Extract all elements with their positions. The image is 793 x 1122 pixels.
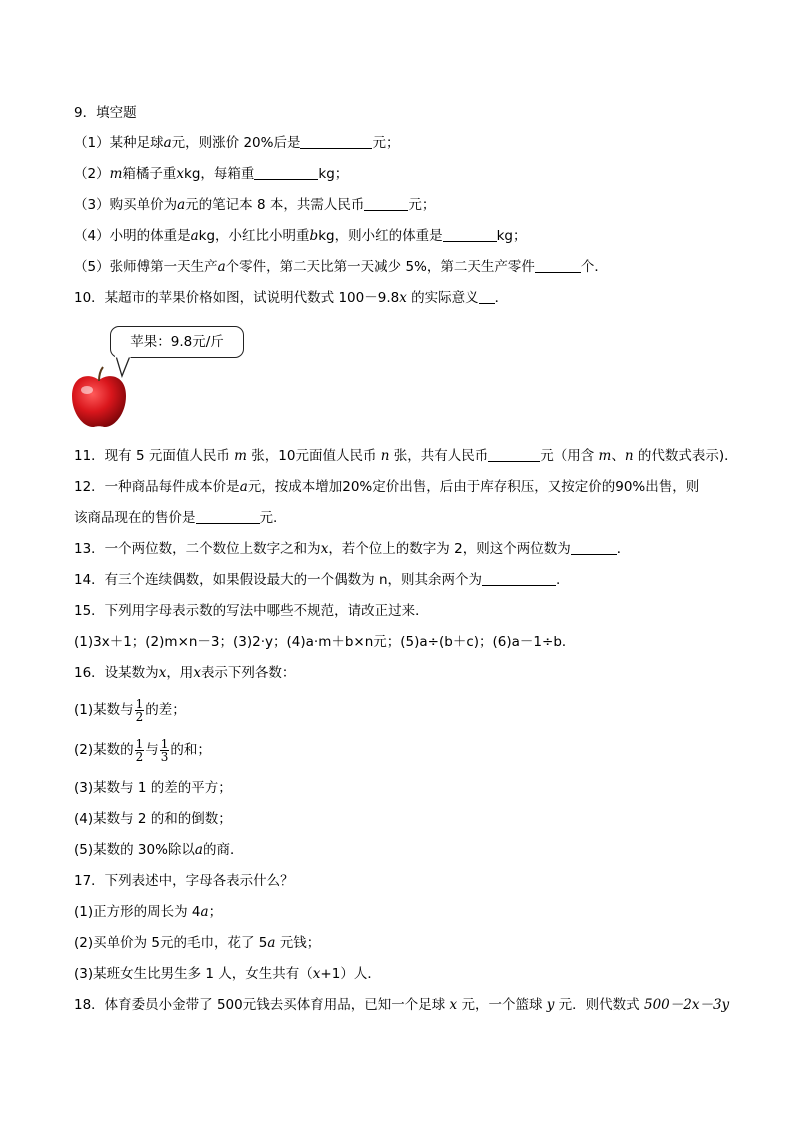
- q17-item2: (2)买单价为 5元的毛巾，花了 5a 元钱；: [74, 935, 321, 951]
- q16-item2: (2)某数的 $\frac{1}{2}$ 与 $\frac{1}{3}$ 的和；: [74, 736, 211, 764]
- q15-title: 15．下列用字母表示数的写法中哪些不规范，请改正过来．: [74, 603, 429, 619]
- answer-blank[interactable]: [254, 165, 318, 180]
- q11-text: 11．现有 5 元面值人民币 m 张，10元面值人民币 n 张，共有人民币 元（用含 m、n 的代数式表示)．: [74, 448, 738, 464]
- fraction: $\frac{1}{2}$: [135, 736, 144, 764]
- fraction: $\frac{1}{2}$: [135, 696, 144, 724]
- q14-text: 14．有三个连续偶数，如果假设最大的一个偶数为 n，则其余两个为 .: [74, 572, 561, 588]
- q9-part3: （3）购买单价为a元的笔记本 8 本，共需人民币 元；: [74, 197, 436, 213]
- q16-item1: (1)某数与 $\frac{1}{2}$ 的差；: [74, 696, 186, 724]
- q9-part1: （1）某种足球a元，则涨价 20%后是 元；: [74, 135, 400, 151]
- q16-item3: (3)某数与 1 的差的平方；: [74, 780, 232, 796]
- q16-item5: (5)某数的 30%除以a的商．: [74, 842, 244, 858]
- answer-blank[interactable]: [571, 540, 617, 555]
- answer-blank[interactable]: [443, 227, 497, 242]
- q17-item3: (3)某班女生比男生多 1 人，女生共有（x+1）人．: [74, 966, 381, 982]
- fraction: $\frac{1}{3}$: [160, 736, 169, 764]
- answer-blank[interactable]: [535, 258, 581, 273]
- answer-blank[interactable]: [196, 509, 260, 524]
- q9-title: 9．填空题: [74, 105, 137, 121]
- price-speech-bubble: 苹果：9.8元/斤: [110, 326, 244, 358]
- q16-item4: (4)某数与 2 的和的倒数；: [74, 811, 232, 827]
- q17-title: 17．下列表述中，字母各表示什么？: [74, 873, 294, 889]
- apple-icon: [70, 366, 128, 430]
- q16-title: 16．设某数为x，用x表示下列各数：: [74, 665, 296, 681]
- q9-part2: （2）m箱橘子重xkg，每箱重 kg；: [74, 166, 349, 182]
- q15-items: (1)3x＋1；(2)m×n－3；(3)2·y；(4)a·m＋b×n元；(5)a÷(b＋c)；(6)a－1÷b．: [74, 634, 576, 650]
- answer-blank[interactable]: [300, 134, 372, 149]
- q12-line1: 12．一种商品每件成本价是a元，按成本增加20%定价出售，后由于库存积压，又按定价的90%出售，则: [74, 479, 700, 495]
- answer-blank[interactable]: [482, 571, 556, 586]
- q12-line2: 该商品现在的售价是 元.: [74, 510, 278, 526]
- answer-blank[interactable]: [364, 196, 408, 211]
- q18-text: 18．体育委员小金带了 500元钱去买体育用品，已知一个足球 x 元，一个篮球 y 元．则代数式 500－2x－3y: [74, 997, 730, 1013]
- q9-part4: （4）小明的体重是akg，小红比小明重bkg，则小红的体重是 kg；: [74, 228, 527, 244]
- q10-text: 10．某超市的苹果价格如图，试说明代数式 100－9.8x 的实际意义 ．: [74, 290, 509, 306]
- q13-text: 13．一个两位数，二个数位上数字之和为x，若个位上的数字为 2，则这个两位数为 ．: [74, 541, 631, 557]
- answer-blank[interactable]: [488, 447, 540, 462]
- q9-part5: （5）张师傅第一天生产a个零件，第二天比第一天减少 5%，第二天生产零件 个．: [74, 259, 608, 275]
- answer-blank[interactable]: [479, 289, 495, 304]
- q17-item1: (1)正方形的周长为 4a；: [74, 904, 223, 920]
